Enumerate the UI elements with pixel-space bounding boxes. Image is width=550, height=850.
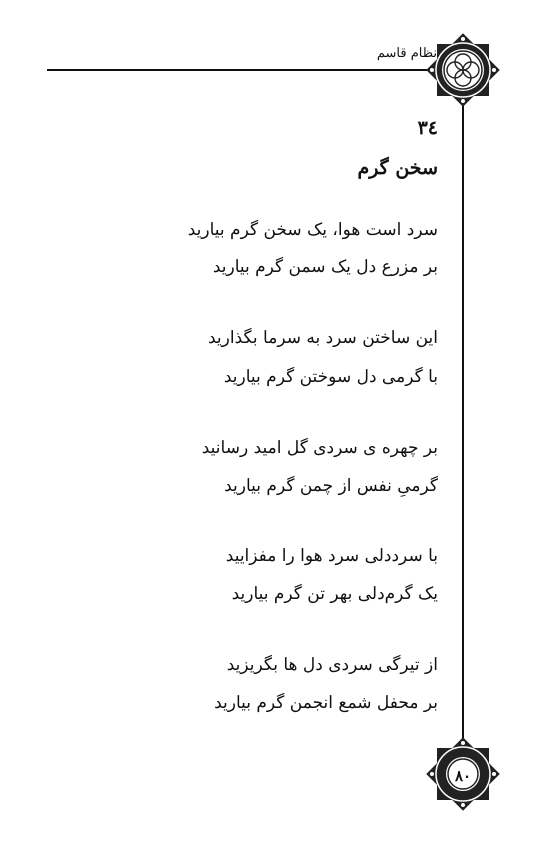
poem-number: ٣٤: [417, 117, 438, 139]
verse-line: گرمیِ نفس از چمن گرم بیارید: [224, 476, 438, 496]
verse-line: سرد است هوا، یک سخن گرم بیارید: [187, 220, 438, 240]
verse-line: از تیرگی سردی دل ها بگریزید: [226, 655, 438, 675]
verse-line: بر چهره ی سردی گل امید رسانید: [201, 438, 438, 458]
verse-line: یک گرم‌دلی بهر تن گرم بیارید: [231, 584, 438, 604]
ornament-top-icon: [425, 32, 501, 108]
margin-rule: [462, 98, 464, 740]
verse-line: این ساختن سرد به سرما بگذارید: [208, 328, 438, 348]
poem-title: سخن گرم: [357, 157, 438, 179]
verse-line: بر مزرع دل یک سمن گرم بیارید: [212, 257, 438, 277]
verse-line: با گرمی دل سوختن گرم بیارید: [223, 367, 438, 387]
header-rule: [47, 69, 437, 71]
page-number: ٨٠: [454, 767, 472, 785]
verse-line: با سرددلی سرد هوا را مفزایید: [225, 546, 438, 566]
verse-line: بر محفل شمع انجمن گرم بیارید: [214, 693, 438, 713]
running-header-title: نظام قاسم: [376, 46, 437, 61]
